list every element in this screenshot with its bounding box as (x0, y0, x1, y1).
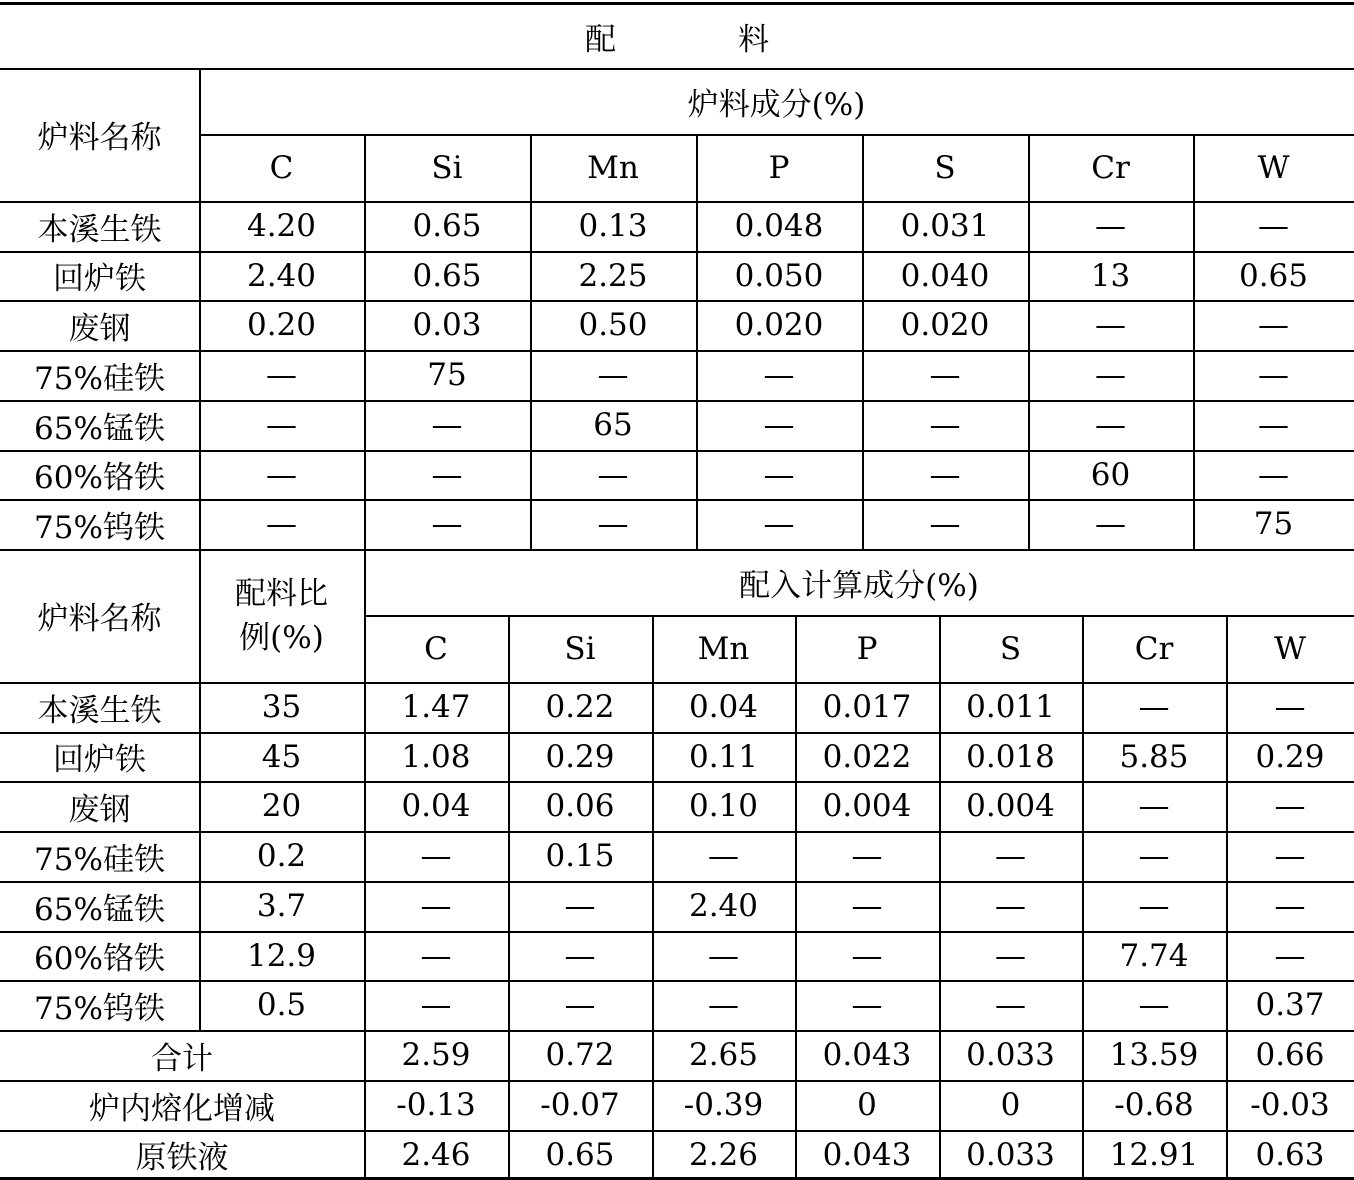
bottom-col-header-mn: Mn (697, 630, 750, 667)
bottom-row-name: 本溪生铁 (37, 692, 162, 729)
title-left: 配 (585, 21, 616, 58)
top-row-name: 废钢 (68, 310, 131, 347)
top-cell: — (1258, 208, 1289, 244)
bottom-cell: 0.10 (688, 788, 759, 824)
summary-cell: 0.033 (966, 1136, 1055, 1173)
top-cell: 0.03 (412, 307, 482, 343)
top-cell: 0.20 (246, 307, 317, 343)
top-cell: — (1095, 506, 1126, 542)
top-cell: — (431, 506, 463, 542)
summary-cell: 0 (1000, 1087, 1021, 1123)
grid-line (939, 615, 941, 1177)
bottom-cell: — (708, 987, 739, 1023)
bottom-cell: — (995, 888, 1026, 924)
grid-line (508, 615, 510, 1177)
summary-cell: 0.043 (822, 1136, 912, 1173)
top-cell: 75 (427, 357, 467, 393)
summary-cell: -0.03 (1250, 1087, 1330, 1123)
summary-row-label: 炉内熔化增减 (89, 1090, 275, 1127)
top-cell: — (266, 407, 297, 443)
summary-cell: 13.59 (1109, 1037, 1199, 1073)
grid-line (0, 450, 1354, 452)
top-cell: — (1095, 307, 1126, 343)
summary-cell: 0.65 (545, 1136, 615, 1173)
grid-line (1226, 615, 1228, 1177)
grid-line (0, 1130, 1354, 1132)
grid-line (0, 1030, 1354, 1032)
summary-cell: 0.66 (1255, 1037, 1325, 1073)
summary-cell: 0.033 (966, 1037, 1055, 1073)
bottom-cell: — (708, 838, 739, 874)
top-cell: 0.020 (900, 307, 990, 343)
grid-line (364, 549, 366, 1177)
bottom-cell: 0.018 (966, 738, 1055, 775)
bottom-col-header-w: W (1274, 630, 1306, 667)
bottom-cell: — (1274, 937, 1306, 974)
bottom-cell: — (420, 987, 452, 1023)
top-cell: 0.020 (734, 307, 824, 343)
summary-cell: -0.13 (396, 1087, 476, 1123)
bottom-header-ratio (199, 549, 364, 682)
top-cell: 0.040 (900, 257, 990, 294)
top-cell: 65 (593, 407, 633, 443)
grid-line (1082, 615, 1084, 1177)
top-cell: — (929, 407, 961, 443)
grid-line (0, 931, 1354, 933)
top-cell: — (431, 456, 463, 493)
grid-line (0, 682, 1354, 684)
grid-line (0, 980, 1354, 982)
bottom-row-name: 75%硅铁 (34, 841, 165, 878)
bottom-cell: — (1138, 788, 1170, 824)
bottom-row-ratio: 45 (261, 738, 302, 775)
bottom-row-ratio: 20 (261, 788, 302, 824)
bottom-cell: — (420, 888, 452, 924)
top-row-name: 本溪生铁 (37, 211, 162, 248)
bottom-cell: — (420, 937, 452, 974)
top-cell: — (1095, 407, 1126, 443)
bottom-cell: 0.004 (966, 788, 1055, 824)
bottom-cell: 0.15 (545, 838, 615, 874)
top-cell: — (929, 357, 961, 393)
bottom-cell: 0.06 (545, 788, 615, 824)
bottom-row-name: 65%锰铁 (34, 891, 165, 928)
grid-line (0, 499, 1354, 501)
top-cell: — (597, 357, 629, 393)
bottom-cell: 0.37 (1255, 987, 1325, 1023)
top-col-header-w: W (1257, 149, 1290, 186)
bottom-cell: 0.04 (401, 788, 471, 824)
top-col-header-si: Si (431, 149, 463, 186)
top-col-header-p: P (768, 149, 790, 186)
summary-cell: 12.91 (1109, 1136, 1199, 1173)
bottom-cell: 0.011 (966, 689, 1055, 725)
bottom-cell: — (564, 987, 596, 1023)
grid-line (364, 615, 1354, 617)
top-cell: 60 (1090, 456, 1131, 493)
bottom-cell: 0.22 (545, 689, 615, 725)
grid-line (0, 300, 1354, 302)
top-cell: — (1258, 357, 1289, 393)
top-cell: 4.20 (246, 208, 317, 244)
summary-cell: 2.26 (688, 1136, 759, 1173)
top-cell: 0.031 (900, 208, 990, 244)
bottom-cell: 0.29 (545, 738, 615, 775)
top-cell: — (1095, 208, 1126, 244)
top-cell: 0.048 (734, 208, 824, 244)
bottom-row-name: 75%钨铁 (34, 990, 165, 1027)
top-cell: — (763, 357, 795, 393)
bottom-row-ratio: 0.5 (256, 987, 307, 1023)
grid-line (0, 350, 1354, 352)
top-cell: 75 (1253, 506, 1294, 542)
top-cell: 0.65 (1238, 257, 1309, 294)
grid-line (199, 549, 201, 1030)
bottom-cell: 1.47 (401, 689, 471, 725)
bottom-cell: — (851, 888, 883, 924)
top-cell: — (763, 407, 795, 443)
top-cell: — (431, 407, 463, 443)
top-col-header-cr: Cr (1091, 149, 1130, 186)
summary-cell: 0 (857, 1087, 877, 1123)
grid-line (530, 134, 532, 549)
bottom-cell: — (1274, 788, 1306, 824)
bottom-col-header-si: Si (564, 630, 596, 667)
grid-line (0, 201, 1354, 203)
top-cell: — (266, 456, 297, 493)
top-header-name: 炉料名称 (37, 120, 162, 156)
summary-cell: 2.46 (401, 1136, 471, 1173)
bottom-cell: — (851, 987, 883, 1023)
grid-line (0, 732, 1354, 734)
grid-line (795, 615, 797, 1177)
bottom-cell: — (1138, 888, 1170, 924)
bottom-cell: 2.40 (688, 888, 759, 924)
top-cell: — (1095, 357, 1126, 393)
bottom-cell: — (1274, 888, 1306, 924)
grid-line (0, 831, 1354, 833)
grid-line (364, 134, 366, 549)
grid-line (0, 251, 1354, 253)
table-title (0, 4, 1354, 68)
bottom-cell: — (995, 838, 1026, 874)
bottom-cell: — (564, 888, 596, 924)
bottom-cell: — (995, 937, 1026, 974)
bottom-cell: — (851, 838, 883, 874)
top-cell: — (929, 506, 961, 542)
bottom-header-name: 炉料名称 (37, 601, 162, 637)
bottom-cell: 0.04 (688, 689, 759, 725)
summary-cell: 2.65 (688, 1037, 759, 1073)
bottom-cell: 0.017 (822, 689, 912, 725)
top-cell: 0.050 (734, 257, 824, 294)
bottom-cell: 0.022 (822, 738, 912, 775)
bottom-col-header-c: C (424, 630, 448, 667)
bottom-row-name: 60%铬铁 (34, 941, 165, 977)
bottom-cell: — (420, 838, 452, 874)
bottom-cell: — (1138, 689, 1170, 725)
summary-cell: -0.39 (683, 1087, 764, 1123)
top-row-name: 60%铬铁 (34, 460, 165, 496)
bottom-header-ratio-line2: 例(%) (239, 619, 324, 656)
top-header-group: 炉料成分(%) (687, 86, 866, 123)
top-cell: 0.65 (412, 257, 482, 294)
grid-line (696, 134, 698, 549)
top-cell: 0.13 (578, 208, 648, 244)
top-cell: — (597, 456, 629, 493)
grid-line (0, 2, 1354, 5)
summary-cell: -0.07 (540, 1087, 620, 1123)
top-cell: — (266, 357, 297, 393)
bottom-row-name: 废钢 (68, 791, 131, 828)
top-col-header-mn: Mn (587, 149, 639, 186)
bottom-cell: 7.74 (1119, 937, 1189, 974)
bottom-cell: — (708, 937, 739, 974)
bottom-cell: 1.08 (401, 738, 471, 775)
summary-cell: 0.72 (545, 1037, 615, 1073)
top-cell: — (1258, 456, 1289, 493)
bottom-col-header-s: S (999, 630, 1022, 667)
summary-row-label: 原铁液 (135, 1140, 229, 1176)
bottom-cell: — (564, 937, 596, 974)
top-cell: — (763, 456, 795, 493)
grid-line (1028, 134, 1030, 549)
bottom-cell: 5.85 (1119, 738, 1189, 775)
bottom-cell: — (1138, 987, 1170, 1023)
top-cell: — (763, 506, 795, 542)
bottom-cell: — (1138, 838, 1170, 874)
grid-line (0, 881, 1354, 883)
bottom-cell: — (851, 937, 883, 974)
top-row-name: 75%硅铁 (34, 360, 165, 397)
bottom-row-ratio: 35 (261, 689, 302, 725)
grid-line (1193, 134, 1195, 549)
bottom-cell: — (1274, 689, 1306, 725)
top-cell: — (266, 506, 297, 542)
grid-line (0, 549, 1354, 551)
top-cell: — (597, 506, 629, 542)
grid-line (0, 68, 1354, 70)
top-cell: — (1258, 307, 1289, 343)
grid-line (199, 68, 201, 549)
top-row-name: 75%钨铁 (34, 509, 165, 546)
bottom-row-ratio: 0.2 (256, 838, 307, 874)
bottom-col-header-p: P (856, 630, 878, 667)
bottom-row-name: 回炉铁 (53, 742, 146, 778)
title-right: 料 (738, 21, 769, 58)
summary-cell: 0.63 (1255, 1136, 1325, 1173)
bottom-header-group: 配入计算成分(%) (739, 567, 979, 604)
summary-row-label: 合计 (151, 1040, 213, 1077)
bottom-col-header-cr: Cr (1134, 630, 1174, 667)
summary-cell: 2.59 (401, 1037, 471, 1073)
top-cell: 2.25 (578, 257, 648, 294)
bottom-cell: — (995, 987, 1026, 1023)
grid-line (0, 400, 1354, 402)
bottom-row-ratio: 3.7 (256, 888, 307, 924)
bottom-cell: 0.11 (688, 738, 759, 775)
bottom-row-ratio: 12.9 (246, 937, 317, 974)
top-cell: 0.65 (412, 208, 482, 244)
bottom-cell: 0.004 (822, 788, 912, 824)
grid-line (862, 134, 864, 549)
top-col-header-c: C (269, 149, 294, 186)
top-cell: 2.40 (246, 257, 317, 294)
grid-line (0, 1080, 1354, 1082)
bottom-cell: 0.29 (1255, 738, 1325, 775)
grid-line (199, 134, 1354, 136)
top-cell: 0.50 (578, 307, 648, 343)
top-col-header-s: S (934, 149, 956, 186)
top-cell: — (1258, 407, 1289, 443)
top-row-name: 回炉铁 (53, 261, 146, 297)
grid-line (652, 615, 654, 1177)
top-cell: 13 (1090, 257, 1131, 294)
grid-line (0, 781, 1354, 783)
summary-cell: 0.043 (822, 1037, 912, 1073)
top-row-name: 65%锰铁 (34, 410, 165, 447)
bottom-header-ratio-line1: 配料比 (235, 575, 328, 612)
bottom-cell: — (1274, 838, 1306, 874)
top-cell: — (929, 456, 961, 493)
summary-cell: -0.68 (1114, 1087, 1194, 1123)
